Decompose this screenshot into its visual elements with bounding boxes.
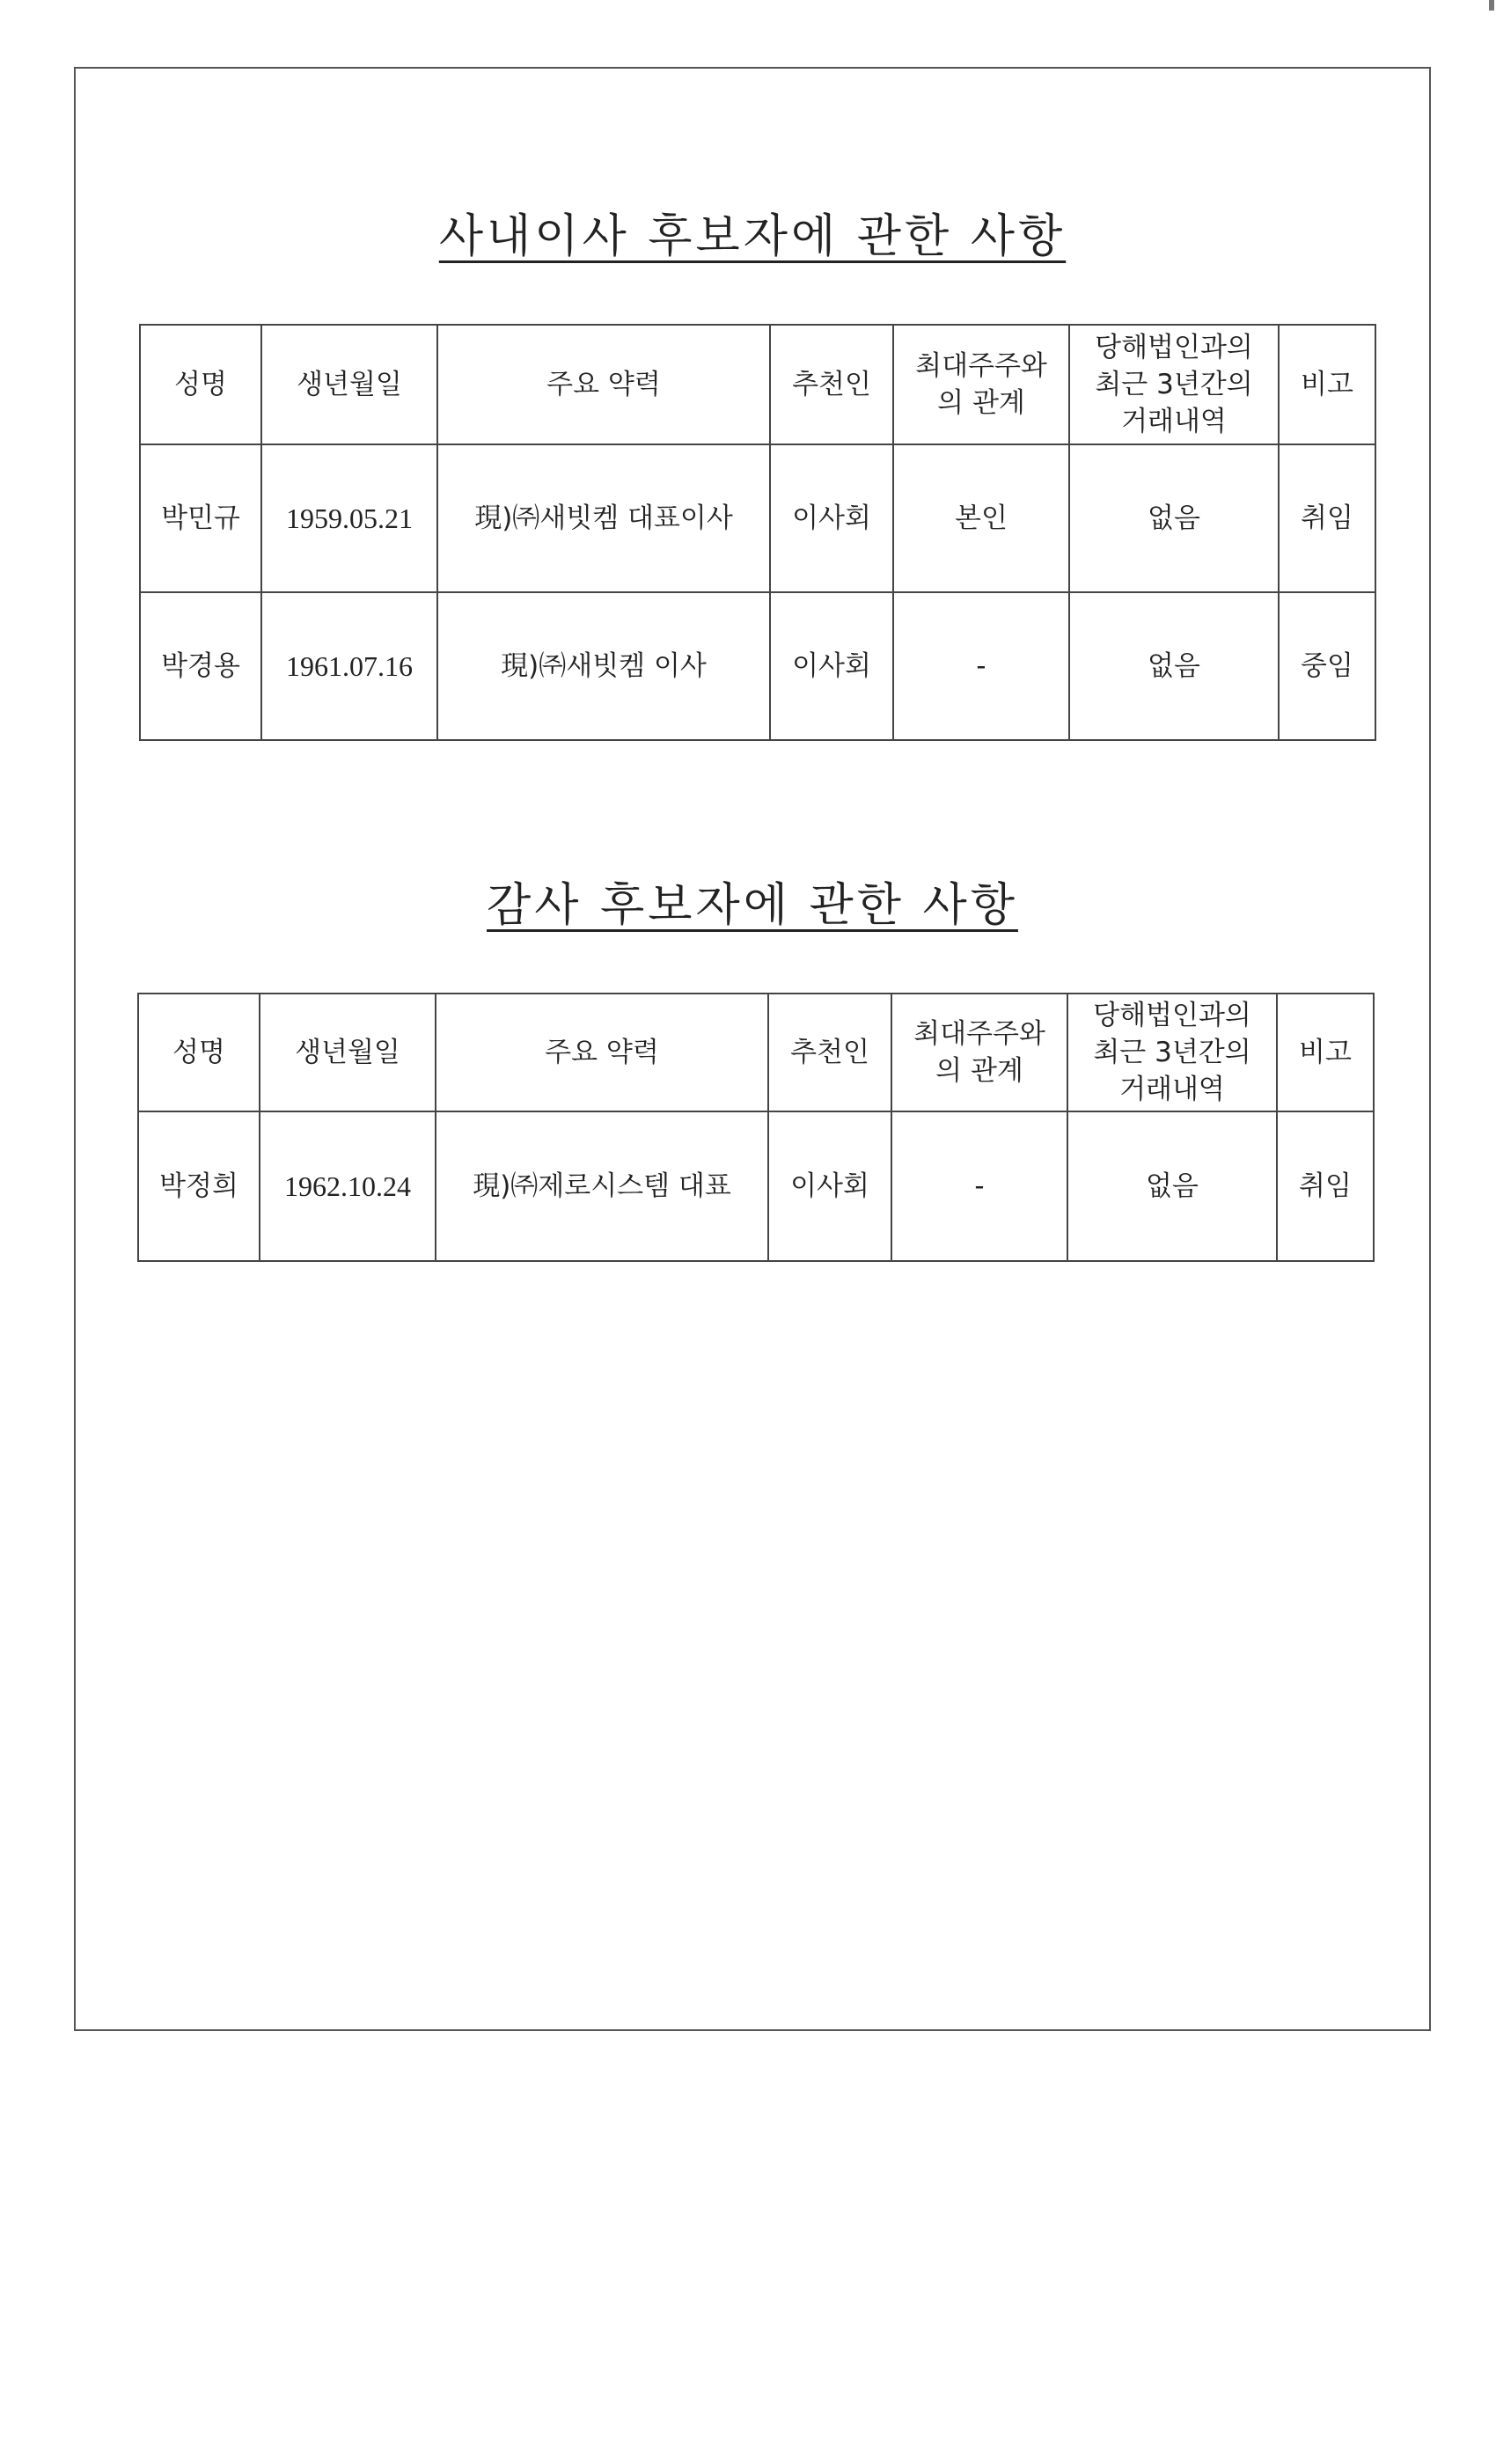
header-name: 성명 xyxy=(138,994,260,1111)
header-relation: 최대주주와 의 관계 xyxy=(893,325,1069,444)
scan-edge-mark xyxy=(1489,0,1494,11)
section-title-auditor: 감사 후보자에 관한 사항 xyxy=(487,879,1018,932)
cell-transactions: 없음 xyxy=(1069,592,1279,740)
header-recommender: 추천인 xyxy=(770,325,893,444)
cell-career: 現)㈜새빗켐 대표이사 xyxy=(437,444,770,592)
cell-note: 취임 xyxy=(1277,1111,1374,1261)
table-row xyxy=(140,592,1375,740)
table-row xyxy=(140,444,1375,592)
header-recommender: 추천인 xyxy=(768,994,891,1111)
header-relation: 최대주주와 의 관계 xyxy=(891,994,1067,1111)
header-note: 비고 xyxy=(1277,994,1374,1111)
cell-recommender: 이사회 xyxy=(770,592,893,740)
header-transactions: 당해법인과의 최근 3년간의 거래내역 xyxy=(1069,325,1279,444)
header-career: 주요 약력 xyxy=(436,994,768,1111)
cell-birth: 1959.05.21 xyxy=(261,444,437,592)
inside-director-candidates-table xyxy=(139,324,1376,741)
table-row xyxy=(138,1111,1374,1261)
cell-note: 중임 xyxy=(1279,592,1375,740)
cell-relation: - xyxy=(891,1111,1067,1261)
header-career: 주요 약력 xyxy=(437,325,770,444)
cell-career: 現)㈜새빗켐 이사 xyxy=(437,592,770,740)
cell-note: 취임 xyxy=(1279,444,1375,592)
cell-name: 박민규 xyxy=(140,444,261,592)
header-transactions: 당해법인과의 최근 3년간의 거래내역 xyxy=(1067,994,1277,1111)
document-frame xyxy=(74,67,1431,2031)
cell-recommender: 이사회 xyxy=(768,1111,891,1261)
cell-transactions: 없음 xyxy=(1067,1111,1277,1261)
cell-relation: - xyxy=(893,592,1069,740)
cell-transactions: 없음 xyxy=(1069,444,1279,592)
header-birth: 생년월일 xyxy=(260,994,436,1111)
table-header-row xyxy=(140,325,1375,444)
section-title-inside-director: 사내이사 후보자에 관한 사항 xyxy=(438,210,1067,263)
cell-recommender: 이사회 xyxy=(770,444,893,592)
cell-birth: 1961.07.16 xyxy=(261,592,437,740)
cell-relation: 본인 xyxy=(893,444,1069,592)
header-note: 비고 xyxy=(1279,325,1375,444)
cell-career: 現)㈜제로시스템 대표 xyxy=(436,1111,768,1261)
header-birth: 생년월일 xyxy=(261,325,437,444)
auditor-candidates-table xyxy=(137,993,1375,1262)
cell-birth: 1962.10.24 xyxy=(260,1111,436,1261)
cell-name: 박정희 xyxy=(138,1111,260,1261)
header-name: 성명 xyxy=(140,325,261,444)
table-header-row xyxy=(138,994,1374,1111)
cell-name: 박경용 xyxy=(140,592,261,740)
